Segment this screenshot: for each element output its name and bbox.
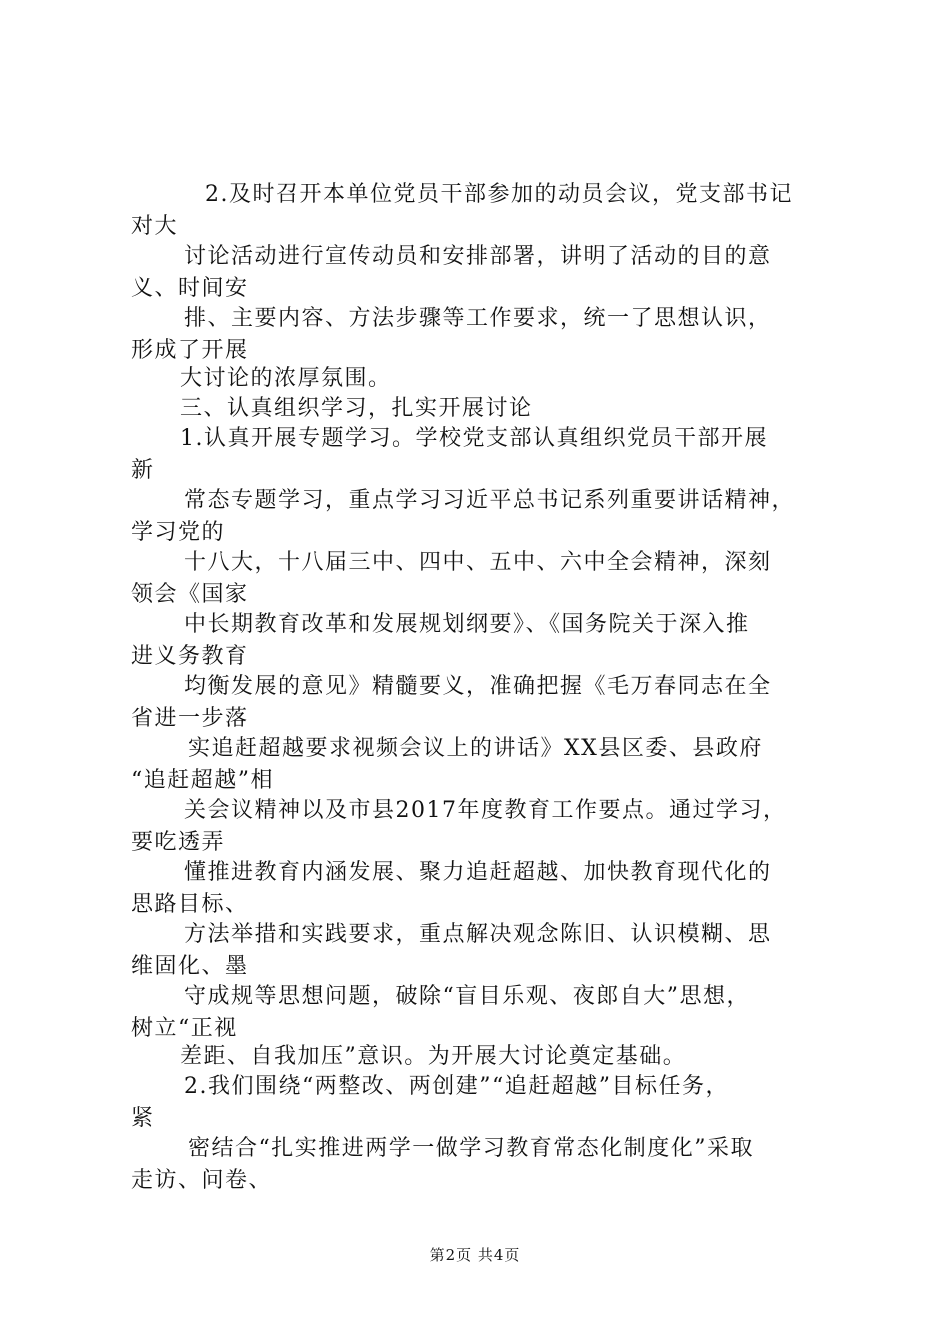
text-line: 学习党的: [131, 520, 226, 545]
text-line: 2.及时召开本单位党员干部参加的动员会议，党支部书记: [205, 182, 793, 207]
text-line: 义、时间安: [131, 276, 249, 301]
text-line: 走访、问卷、: [131, 1168, 273, 1193]
text-line: 排、主要内容、方法步骤等工作要求，统一了思想认识，: [184, 306, 772, 331]
text-line: 对大: [131, 214, 179, 239]
text-line: 关会议精神以及市县2017年度教育工作要点。通过学习，: [184, 798, 787, 823]
text-line: 领会《国家: [131, 582, 249, 607]
text-line: 形成了开展: [131, 338, 249, 363]
text-line: 大讨论的浓厚氛围。: [180, 366, 392, 391]
text-line: 十八大，十八届三中、四中、五中、六中全会精神，深刻: [184, 550, 772, 575]
text-line: 思路目标、: [131, 892, 249, 917]
page-number-footer: 第2页 共4页: [429, 1246, 521, 1264]
text-line: 2.我们围绕“两整改、两创建”“追赶超越”目标任务，: [184, 1074, 729, 1099]
text-line: “追赶超越”相: [131, 768, 274, 793]
text-line: 紧: [131, 1106, 155, 1131]
text-line: 守成规等思想问题，破除“盲目乐观、夜郎自大”思想，: [184, 984, 750, 1009]
text-line: 实追赶超越要求视频会议上的讲话》XX县区委、县政府: [188, 736, 763, 761]
text-line: 差距、自我加压”意识。为开展大讨论奠定基础。: [180, 1044, 687, 1069]
text-line: 要吃透弄: [131, 830, 226, 855]
text-line: 新: [131, 458, 155, 483]
text-line: 中长期教育改革和发展规划纲要》、《国务院关于深入推: [184, 612, 750, 637]
text-line: 常态专题学习，重点学习习近平总书记系列重要讲话精神，: [184, 488, 796, 513]
text-line: 树立“正视: [131, 1016, 238, 1041]
text-line: 懂推进教育内涵发展、聚力追赶超越、加快教育现代化的: [184, 860, 772, 885]
text-line: 维固化、墨: [131, 954, 249, 979]
text-line: 1.认真开展专题学习。学校党支部认真组织党员干部开展: [180, 426, 768, 451]
text-line: 省进一步落: [131, 706, 249, 731]
text-line: 进义务教育: [131, 644, 249, 669]
text-line: 方法举措和实践要求，重点解决观念陈旧、认识模糊、思: [184, 922, 772, 947]
text-line: 均衡发展的意见》精髓要义，准确把握《毛万春同志在全: [184, 674, 772, 699]
text-line: 密结合“扎实推进两学一做学习教育常态化制度化”采取: [188, 1136, 754, 1161]
text-line: 讨论活动进行宣传动员和安排部署，讲明了活动的目的意: [184, 244, 772, 269]
text-line: 三、认真组织学习，扎实开展讨论: [180, 396, 533, 421]
